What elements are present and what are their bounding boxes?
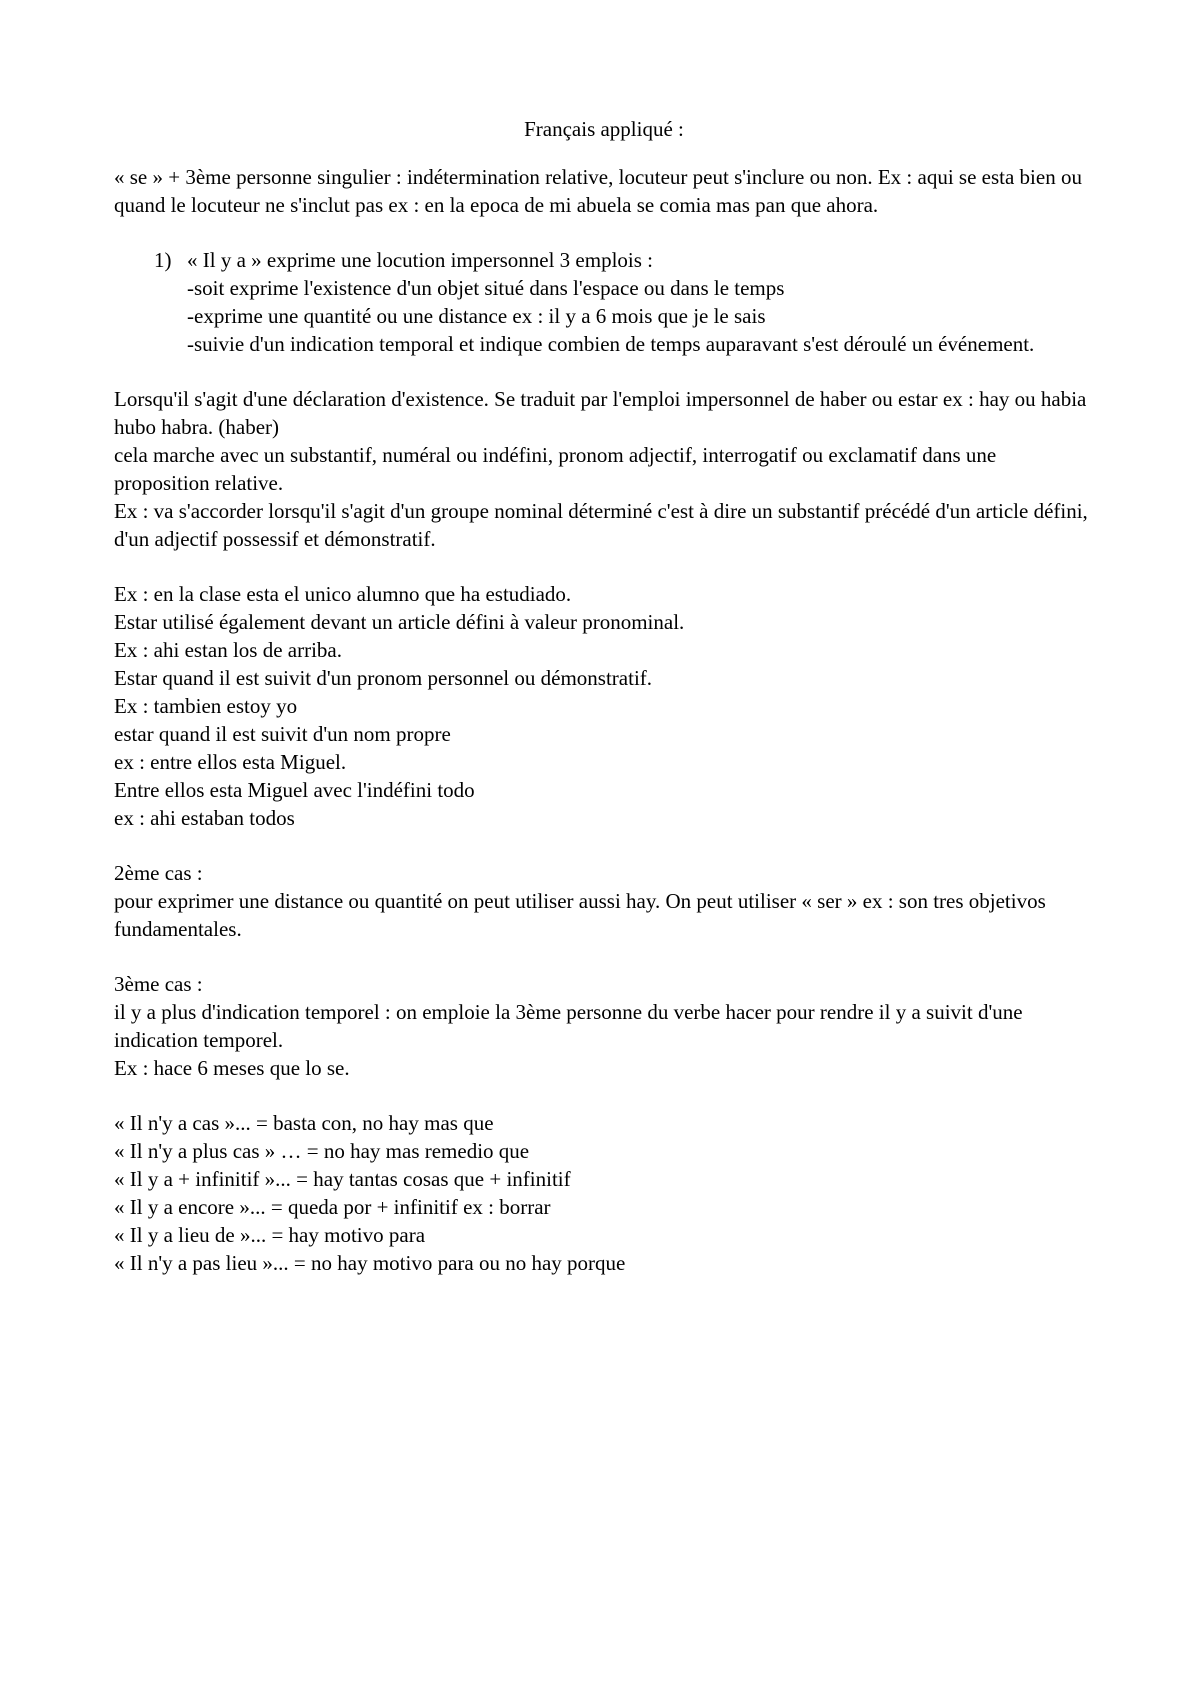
- list-line: -exprime une quantité ou une distance ex : il y a 6 mois que je le sais: [187, 304, 766, 328]
- list-item: [114, 246, 1094, 358]
- numbered-list: [114, 246, 1094, 358]
- expressions-section: [114, 1109, 1094, 1277]
- existence-section: [114, 385, 1094, 553]
- text-line: ex : entre ellos esta Miguel.: [114, 750, 347, 774]
- expression-line: « Il n'y a pas lieu »... = no hay motivo para ou no hay porque: [114, 1251, 626, 1275]
- list-line: -soit exprime l'existence d'un objet situé dans l'espace ou dans le temps: [187, 276, 785, 300]
- list-item-body: [187, 246, 1094, 358]
- document-page: [114, 115, 1094, 1304]
- estar-examples-section: [114, 580, 1094, 832]
- expression-line: « Il n'y a plus cas » … = no hay mas remedio que: [114, 1139, 530, 1163]
- text-line: ex : ahi estaban todos: [114, 806, 295, 830]
- text-line: cela marche avec un substantif, numéral ou indéfini, pronom adjectif, interrogatif ou exclamatif dans une proposition relative.: [114, 443, 997, 495]
- text-line: Estar quand il est suivit d'un pronom personnel ou démonstratif.: [114, 666, 653, 690]
- text-line: Lorsqu'il s'agit d'une déclaration d'existence. Se traduit par l'emploi impersonnel de haber ou estar ex : hay ou habia hubo habra. (haber): [114, 387, 1087, 439]
- second-case-section: [114, 859, 1094, 943]
- text-line: Ex : en la clase esta el unico alumno que ha estudiado.: [114, 582, 572, 606]
- list-line: « Il y a » exprime une locution impersonnel 3 emplois :: [187, 248, 653, 272]
- text-line: il y a plus d'indication temporel : on emploie la 3ème personne du verbe hacer pour rendre il y a suivit d'une indication temporel.: [114, 1000, 1023, 1052]
- list-line: -suivie d'un indication temporal et indique combien de temps auparavant s'est déroulé un événement.: [187, 332, 1035, 356]
- text-line: Ex : ahi estan los de arriba.: [114, 638, 343, 662]
- text-line: Ex : tambien estoy yo: [114, 694, 298, 718]
- expression-line: « Il n'y a cas »... = basta con, no hay mas que: [114, 1111, 494, 1135]
- text-line: Estar utilisé également devant un article défini à valeur pronominal.: [114, 610, 685, 634]
- section-heading: 3ème cas :: [114, 972, 203, 996]
- text-line: Entre ellos esta Miguel avec l'indéfini todo: [114, 778, 475, 802]
- expression-line: « Il y a + infinitif »... = hay tantas cosas que + infinitif: [114, 1167, 571, 1191]
- expression-line: « Il y a lieu de »... = hay motivo para: [114, 1223, 426, 1247]
- text-line: pour exprimer une distance ou quantité on peut utiliser aussi hay. On peut utiliser « ser » ex : son tres objetivos fundamentales.: [114, 889, 1046, 941]
- third-case-section: [114, 970, 1094, 1082]
- section-heading: 2ème cas :: [114, 861, 203, 885]
- text-line: Ex : va s'accorder lorsqu'il s'agit d'un groupe nominal déterminé c'est à dire un substantif précédé d'un article défini, d'un adjectif possessif et démonstratif.: [114, 499, 1088, 551]
- intro-paragraph: « se » + 3ème personne singulier : indétermination relative, locuteur peut s'inclure ou non. Ex : aqui se esta bien ou quand le locuteur ne s'inclut pas ex : en la epoca de mi abuela se comia mas pan que ahora.: [114, 165, 1082, 217]
- list-number: 1): [154, 248, 172, 272]
- text-line: estar quand il est suivit d'un nom propre: [114, 722, 451, 746]
- page-title: Français appliqué :: [524, 117, 684, 141]
- expression-line: « Il y a encore »... = queda por + infinitif ex : borrar: [114, 1195, 551, 1219]
- text-line: Ex : hace 6 meses que lo se.: [114, 1056, 350, 1080]
